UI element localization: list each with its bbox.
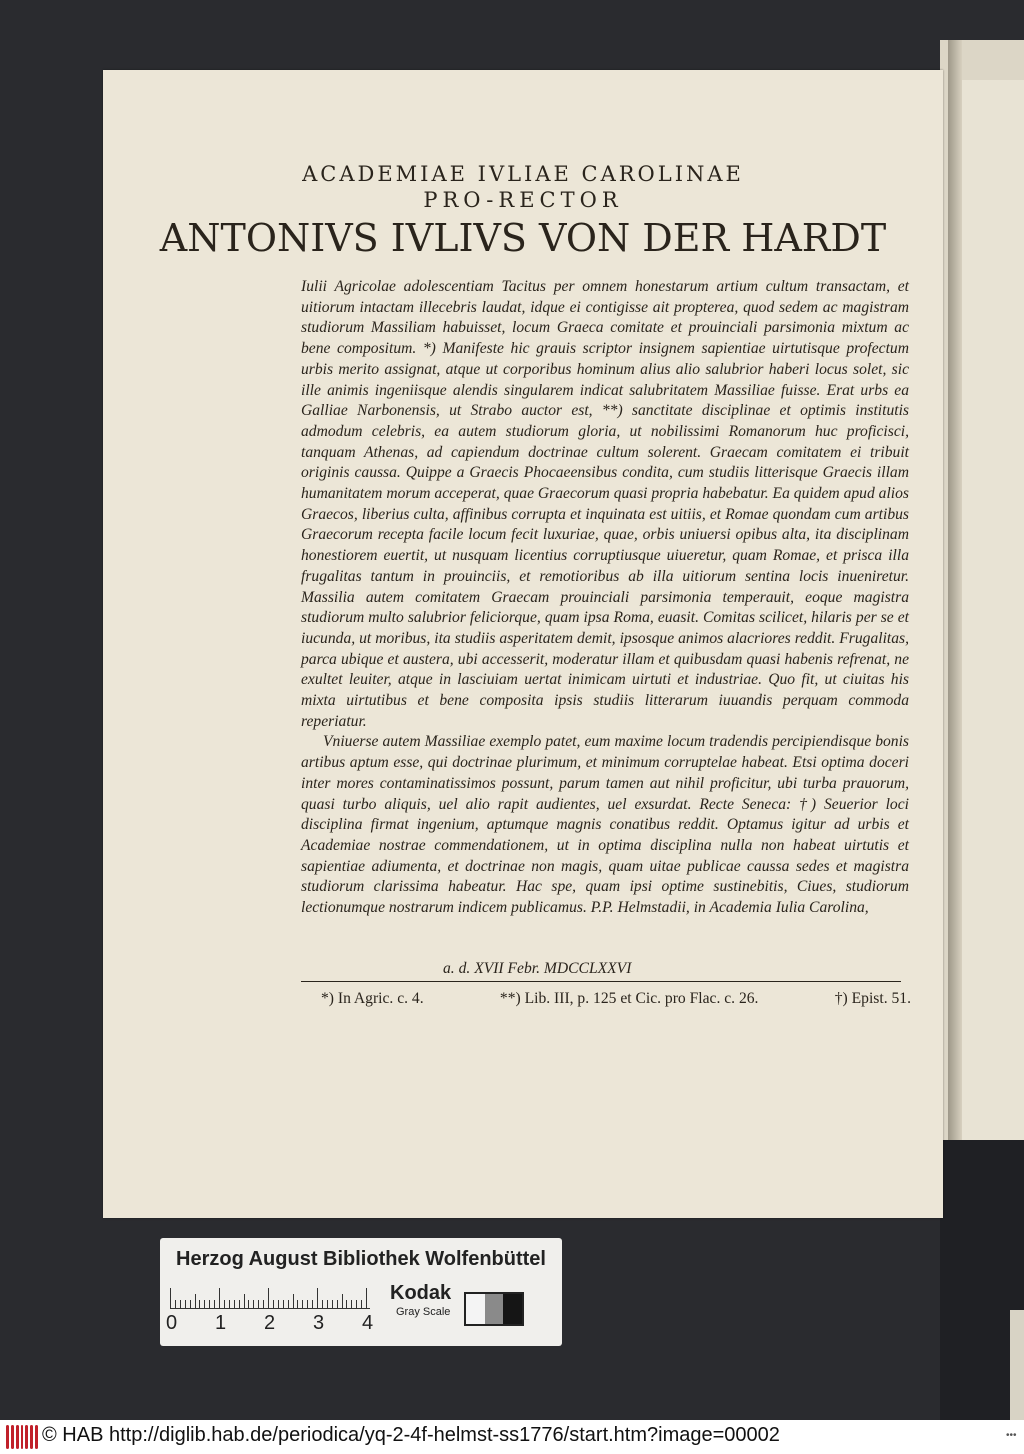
- ruler-tick: [214, 1300, 215, 1308]
- kodak-subtitle: Gray Scale: [396, 1306, 451, 1318]
- ruler-tick: [312, 1300, 313, 1308]
- ruler-tick: [209, 1300, 210, 1308]
- gray-patch-white: [466, 1294, 485, 1324]
- ruler-tick: [170, 1288, 171, 1308]
- paragraph-2: Vniuerse autem Massiliae exemplo patet, eum maxime locum tradendis percipiendisque bonis artibus aptum esse, qui doctrinae plurimum, et minimum corruptelae habeat. Etsi optima doceri inter mores contaminatissimos possunt, parum tamen aut nihil proficitur, ubi turba prauorum, quasi turbo aliquis, uel alio rapit audientes, uel exsurdat. Recte Seneca: †) Seuerior loci disciplina firmat ingenium, aptumque magnis conatibus reddit. Optamus igitur ad urbis et Academiae nostrae commendationem, ut in optima disciplina nulla non habeat uirtutis et sapientiae adiumenta, et doctrinae non magis, quam uitae publicae caussa sedes et magistra studiorum clarissima habeatur. Hac spe, quam ipsi optime sustinebitis, Ciues, studiorum lectionumque nostrarum indicem publicamus. P.P. Helmstadii, in Academia Iulia Carolina,: [301, 733, 909, 917]
- footnote-3: †) Epist. 51.: [834, 990, 911, 1007]
- ruler-tick: [283, 1300, 284, 1308]
- adjacent-dark-area: [940, 1140, 1024, 1420]
- ruler-tick: [346, 1300, 347, 1308]
- footnotes: [321, 990, 911, 1008]
- ruler-tick: [185, 1300, 186, 1308]
- ruler-tick: [244, 1294, 245, 1308]
- ruler-tick: [307, 1300, 308, 1308]
- ruler-tick: [322, 1300, 323, 1308]
- ruler-number: 0: [166, 1312, 178, 1334]
- ruler-tick: [180, 1300, 181, 1308]
- date-line: a. d. XVII Febr. MDCCLXXVI: [443, 960, 632, 977]
- ruler-tick: [293, 1294, 294, 1308]
- ruler-number: 1: [215, 1312, 227, 1334]
- ruler-tick: [248, 1300, 249, 1308]
- ruler-tick: [199, 1300, 200, 1308]
- copyright-url[interactable]: © HAB http://diglib.hab.de/periodica/yq-2-4f-helmst-ss1776/start.htm?image=00002: [42, 1424, 780, 1446]
- ruler-tick: [204, 1300, 205, 1308]
- ruler-tick: [317, 1288, 318, 1308]
- header-pro-rector: PRO-RECTOR: [423, 188, 623, 212]
- hab-logo-icon: [6, 1425, 38, 1449]
- header-academy: ACADEMIAE IVLIAE CAROLINAE: [302, 162, 744, 186]
- ruler-tick: [224, 1300, 225, 1308]
- paragraph-1: Iulii Agricolae adolescentiam Tacitus per omnem honestarum artium cultum transactam, et uitiorum intactam illecebris laudat, idque ei contigisse ait propterea, quod sedem ac magistram studiorum Massiliam habuisset, locum Graeca comitate et prouinciali parsimonia mixtum ac bene compositum. *) Manifeste hic grauis scriptor insignem sapientiae uirtutisque profectum urbis merito assignat, atque ut corporibus hominum alius alio salubrior haberi locus solet, sic ille animis ingeniisque alendis singularem indicat salubritatem Massiliae fuisse. Erat urbs ea Galliae Narbonensis, ut Strabo auctor est, **) sanctitate disciplinae et optimis institutis admodum celebris, ea autem studiorum gloria, ut nobilissimi Romanorum huc proficisci, tanquam Athenas, ad capiendum doctrinae cultum solerent. Graecam comitatem ei tribuit originis caussa. Quippe a Graecis Phocaeensibus condita, cum studiis litterisque Graecis illam humanitatem morum acceperat, quae Graecorum quasi propria habebatur. Ea quidem apud alios Graecos, liberius culta, affinibus corrupta et inquinata est uitiis, et Romae quondam cum artibus Graecorum recepta facile locum fecit luxuriae, quae, orbis uniuersi opibus alta, ita disciplinam honestiorem euertit, ut nusquam licentius corruptiusque uiueretur, quam Romae, et prisca illa frugalitas tantum in prouinciis, et remotioribus ab illa uitiorum sentina locis inueniretur. Massilia autem comitatem Graecam prouinciali parsimonia temperauit, eoque magistra studiorum multo salubrior feliciorque, quam ipsa Roma, euasit. Comitas scilicet, hilaris per se et iucunda, ut moribus, ita studiis asperitatem demit, ipsosque animos alacriores reddit. Frugalitas, parca ubique et austera, ubi accesserit, moderatur illam et quibusdam quasi habenis refrenat, ne exultet leuiter, atque in lasciuiam uertat inimicam uirtuti et industriae. Quo fit, ut ciuitas his mixta uirtutibus et bene composita ipsis studiis litterarum iuuandis perquam commoda reperiatur.: [301, 278, 909, 730]
- ruler-tick: [337, 1300, 338, 1308]
- ruler-tick: [239, 1300, 240, 1308]
- document-page: [103, 70, 943, 1218]
- ruler-tick: [366, 1288, 367, 1308]
- ruler-number: 4: [362, 1312, 374, 1334]
- color-calibration-card: [160, 1238, 562, 1346]
- ruler-number: 2: [264, 1312, 276, 1334]
- ruler-tick: [258, 1300, 259, 1308]
- ruler-tick: [229, 1300, 230, 1308]
- header-name: ANTONIVS IVLIVS VON DER HARDT: [159, 216, 887, 260]
- ruler-tick: [195, 1294, 196, 1308]
- body-text: [301, 277, 909, 919]
- card-title: Herzog August Bibliothek Wolfenbüttel: [176, 1248, 546, 1270]
- ruler-ticks: [170, 1286, 370, 1309]
- ruler-tick: [190, 1300, 191, 1308]
- ruler-tick: [361, 1300, 362, 1308]
- ruler-tick: [342, 1294, 343, 1308]
- ruler-numbers: [164, 1312, 394, 1336]
- kodak-logo: Kodak: [390, 1282, 452, 1304]
- footer-dots: •••: [1006, 1430, 1017, 1441]
- ruler-tick: [327, 1300, 328, 1308]
- adjacent-page: [962, 80, 1024, 1180]
- ruler-tick: [356, 1300, 357, 1308]
- gray-patch-black: [503, 1294, 522, 1324]
- ruler-tick: [332, 1300, 333, 1308]
- ruler-tick: [302, 1300, 303, 1308]
- ruler-tick: [273, 1300, 274, 1308]
- gray-scale-patch: [464, 1292, 524, 1326]
- ruler-tick: [297, 1300, 298, 1308]
- gray-patch-mid: [485, 1294, 504, 1324]
- ruler-tick: [263, 1300, 264, 1308]
- footnote-separator: [301, 981, 901, 982]
- ruler-tick: [234, 1300, 235, 1308]
- ruler-tick: [288, 1300, 289, 1308]
- footnote-1: *) In Agric. c. 4.: [321, 990, 424, 1007]
- ruler-number: 3: [313, 1312, 325, 1334]
- ruler-tick: [278, 1300, 279, 1308]
- footnote-2: **) Lib. III, p. 125 et Cic. pro Flac. c. 26.: [499, 990, 759, 1007]
- ruler-tick: [175, 1300, 176, 1308]
- ruler-tick: [268, 1288, 269, 1308]
- adjacent-page-sliver: [1010, 1310, 1024, 1420]
- ruler-tick: [351, 1300, 352, 1308]
- ruler-tick: [219, 1288, 220, 1308]
- ruler-tick: [253, 1300, 254, 1308]
